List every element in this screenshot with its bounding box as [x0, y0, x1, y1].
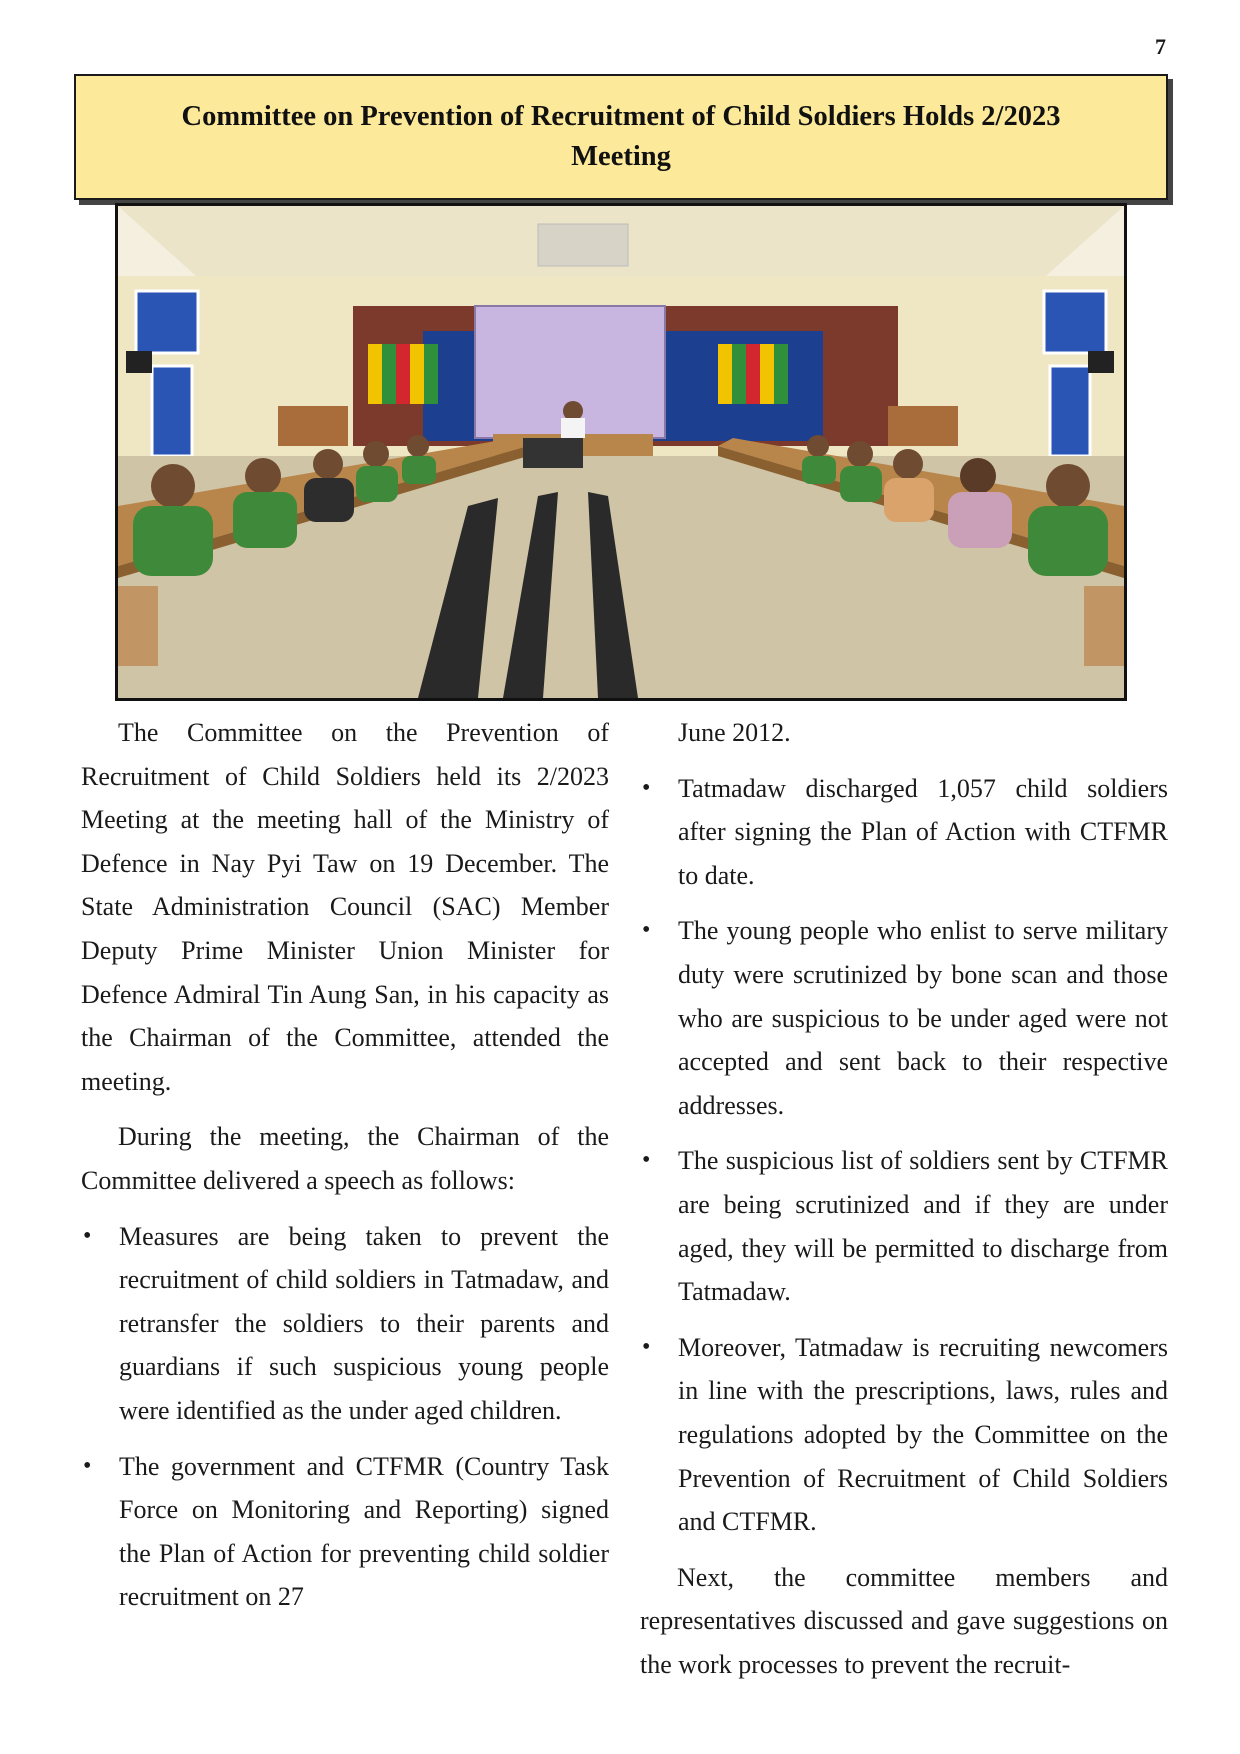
bullet-continuation: June 2012. [678, 718, 791, 747]
list-item: • Moreover, Tatmadaw is recruiting newcomers in line with the prescriptions, laws, rules and regulations adopted by the Committee on the Prevention of Recruitment of Child Soldiers and CTFMR. [640, 1326, 1168, 1544]
list-item: • Measures are being taken to prevent the recruitment of child soldiers in Tatmadaw, and retransfer the soldiers to their parents and guardians if such suspicious young people were identified as the under aged children. [81, 1215, 609, 1433]
list-item: • The young people who enlist to serve military duty were scrutinized by bone scan and those who are suspicious to be under aged were not accepted and sent back to their respective addresses. [640, 909, 1168, 1127]
bullet-list-left [81, 1215, 609, 1619]
article-title: Committee on Prevention of Recruitment of Child Soldiers Holds 2/2023 Meeting [181, 101, 1061, 172]
bullet-list-right [640, 767, 1168, 1544]
title-box [74, 74, 1168, 200]
meeting-photo-illustration [118, 206, 1124, 698]
paragraph-speech: During the meeting, the Chairman of the Committee delivered a speech as follows: [81, 1122, 609, 1195]
page-number: 7 [1155, 34, 1166, 59]
paragraph-intro: The Committee on the Prevention of Recruitment of Child Soldiers held its 2/2023 Meeting at the meeting hall of the Ministry of Defence in Nay Pyi Taw on 19 December. The State Administration Council (SAC) Member Deputy Prime Minister Union Minister for Defence Admiral Tin Aung San, in his capacity as the Chairman of the Committee, attended the meeting. [81, 718, 609, 1096]
list-item: • The suspicious list of soldiers sent by CTFMR are being scrutinized and if they are under aged, they will be permitted to discharge from Tatmadaw. [640, 1139, 1168, 1313]
list-item: • Tatmadaw discharged 1,057 child soldiers after signing the Plan of Action with CTFMR to date. [640, 767, 1168, 898]
left-column [81, 711, 609, 1631]
paragraph-discussion: Next, the committee members and representatives discussed and gave suggestions on the work processes to prevent the recruit- [640, 1562, 1168, 1679]
meeting-hall-photo [115, 203, 1127, 701]
right-column [640, 711, 1168, 1698]
flag-icon [368, 344, 438, 404]
list-item: • The government and CTFMR (Country Task Force on Monitoring and Reporting) signed the Plan of Action for preventing child soldier recruitment on 27 [81, 1445, 609, 1619]
flag-icon [718, 344, 788, 404]
projector-icon [538, 224, 628, 266]
